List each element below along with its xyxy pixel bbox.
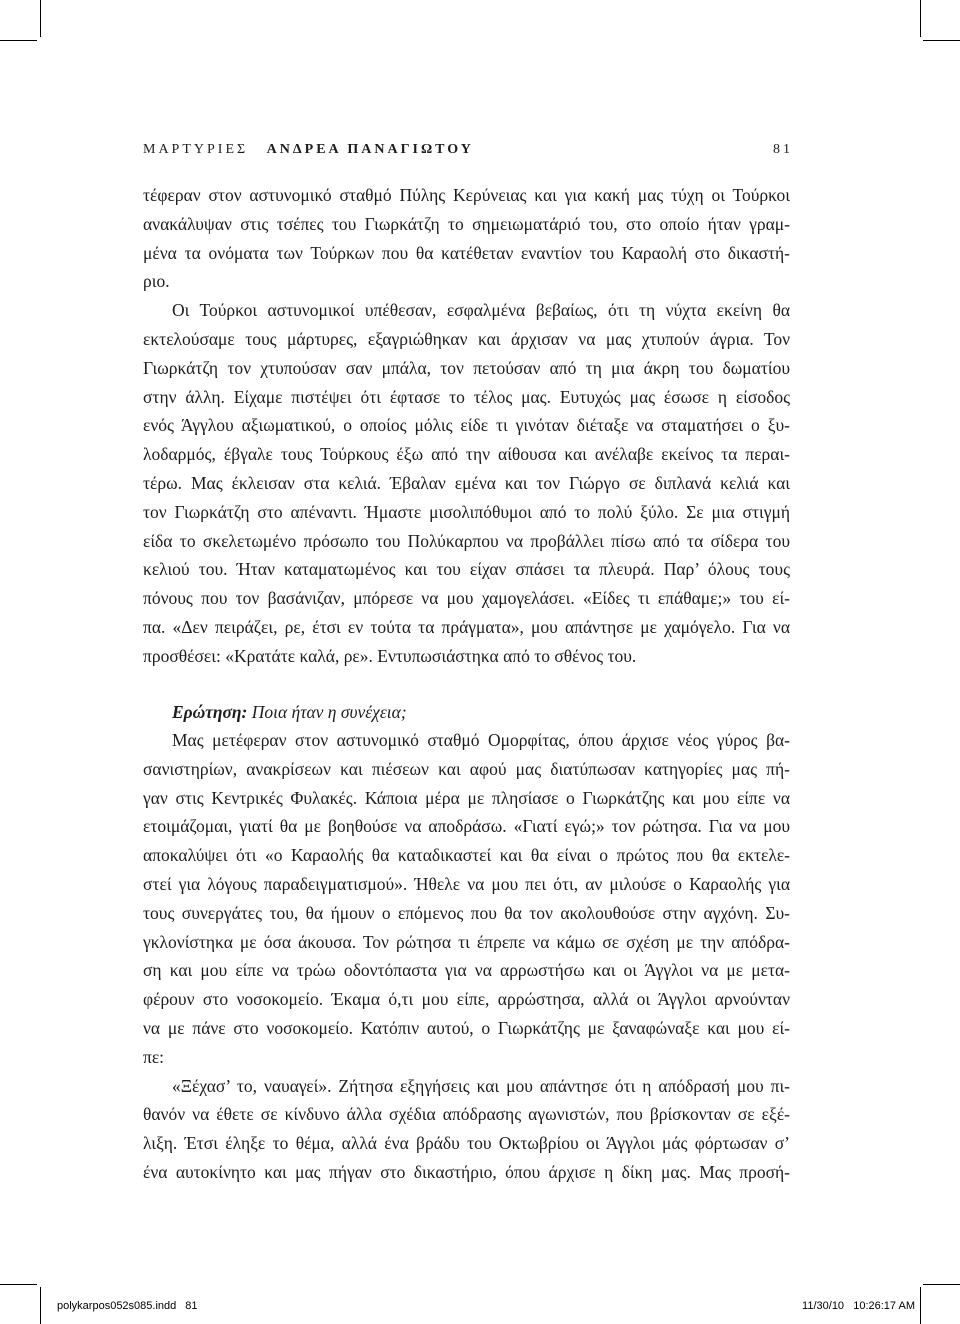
- text-line: σανιστηρίων, ανακρίσεων και πιέσεων και αφού μας διατύπωσαν κατηγορίες μας πή-: [143, 758, 790, 779]
- text-line: ετοιμάζομαι, γιατί θα με βοηθούσε να αποδράσω. «Γιατί εγώ;» τον ρώτησα. Για να μου: [143, 816, 790, 837]
- text-line: ριο.: [143, 271, 170, 292]
- crop-mark-bottom-right-horizontal: [923, 1284, 960, 1285]
- paragraph-3: [143, 726, 790, 1072]
- running-author: ΑΝΔΡΕΑ ΠΑΝΑΓΙΩΤΟΥ: [266, 142, 474, 157]
- text-line: λιξη. Έτσι έληξε το θέμα, αλλά ένα βράδυ του Οκτωβρίου οι Άγγλοι μάς φόρτωσαν σ’: [143, 1133, 790, 1154]
- paragraph-4: [143, 1072, 790, 1187]
- question-text: Ποια ήταν η συνέχεια;: [251, 702, 407, 722]
- crop-mark-top-left-horizontal: [0, 40, 37, 41]
- text-line: Οι Τούρκοι αστυνομικοί υπέθεσαν, εσφαλμένα βεβαίως, ότι τη νύχτα εκείνη θα: [172, 300, 790, 321]
- page-number: 81: [773, 142, 793, 157]
- slug-filename: polykarpos052s085.indd: [57, 1300, 177, 1312]
- text-line: στεί για λόγους παραδειγματισμού». Ήθελε να μου πει ότι, αν μιλούσε ο Καραολής για: [143, 873, 790, 894]
- paragraph-2: [143, 296, 790, 670]
- text-line: τέρω. Μας έκλεισαν στα κελιά. Έβαλαν εμένα και τον Γιώργο σε διπλανά κελιά και: [143, 472, 790, 493]
- text-line: ανακάλυψαν στις τσέπες του Γιωρκάτζη το σημειωματάριό του, στο οποίο ήταν γραμ-: [143, 213, 790, 234]
- text-line: ένα αυτοκίνητο και μας πήγαν στο δικαστήριο, όπου άρχισε η δίκη μας. Μας προσή-: [143, 1161, 790, 1182]
- text-line: στην άλλη. Είχαμε πιστέψει ότι έφτασε το τέλος μας. Ευτυχώς μας έσωσε η είσοδος: [143, 386, 790, 407]
- text-line: εκτελούσαμε τους μάρτυρες, εξαγριώθηκαν και άρχισαν να μας χτυπούν άγρια. Τον: [143, 328, 790, 349]
- running-title: ΜΑΡΤΥΡΙΕΣ: [143, 142, 249, 157]
- slug-timestamp: 11/30/10 10:26:17 AM: [802, 1300, 915, 1312]
- running-header: [143, 140, 793, 160]
- text-line: προσθέσει: «Κρατάτε καλά, ρε». Εντυπωσιάστηκα από το σθένος του.: [143, 645, 637, 666]
- text-block-2: [143, 726, 790, 1187]
- crop-mark-top-right-vertical: [920, 0, 921, 37]
- text-line: γαν στις Κεντρικές Φυλακές. Κάποια μέρα με πλησίασε ο Γιωρκάτζης και μου είπε να: [143, 787, 790, 808]
- paragraph-1: [143, 181, 790, 296]
- slug-page: 81: [185, 1300, 198, 1312]
- text-line: θανόν να έθετε σε κίνδυνο άλλα σχέδια απόδρασης αγωνιστών, που βρίσκονταν σε εξέ-: [143, 1104, 790, 1125]
- print-slug: [57, 1299, 915, 1313]
- text-line: ση και μου είπε να τρώω οδοντόπαστα για να αρρωστήσω και οι Άγγλοι να με μετα-: [143, 960, 790, 981]
- text-line: Μας μετέφεραν στον αστυνομικό σταθμό Ομορφίτας, όπου άρχισε νέος γύρος βα-: [172, 730, 790, 750]
- text-line: λοδαρμός, έβγαλε τους Τούρκους έξω από την αίθουσα και ανέλαβε εκείνος τα περαι-: [143, 444, 790, 465]
- text-line: μένα τα ονόματα των Τούρκων που θα κατέθεταν εναντίον του Καραολή στο δικαστή-: [143, 242, 790, 263]
- text-line: «Ξέχασ’ το, ναυαγεί». Ζήτησα εξηγήσεις και μου απάντησε ότι η απόδρασή μου πι-: [172, 1075, 790, 1096]
- crop-mark-bottom-right-vertical: [920, 1287, 921, 1324]
- question-label: Ερώτηση:: [172, 702, 248, 722]
- text-line: γκλονίστηκα με όσα άκουσα. Τον ρώτησα τι έπρεπε να κάμω σε σχέση με την απόδρα-: [143, 931, 790, 952]
- text-line: κελιού του. Ήταν καταματωμένος και του είχαν σπάσει τα πλευρά. Παρ’ όλους τους: [143, 559, 790, 580]
- text-line: πόνους που τον βασάνιζαν, μπόρεσε να μου χαμογελάσει. «Είδες τι επάθαμε;» του εί-: [143, 588, 790, 609]
- text-block-1: [143, 181, 790, 671]
- text-line: ενός Άγγλου αξιωματικού, ο οποίος μόλις είδε τι γινόταν διέταξε να σταματήσει ο ξυ-: [143, 415, 790, 436]
- text-line: Γιωρκάτζη τον χτυπούσαν σαν μπάλα, τον πετούσαν από τη μια άκρη του δωματίου: [143, 357, 790, 378]
- text-line: πα. «Δεν πειράζει, ρε, έτσι εν τούτα τα πράγματα», μου απάντησε με χαμόγελο. Για να: [143, 616, 790, 637]
- slug-file-info: [57, 1299, 198, 1313]
- text-line: τους συνεργάτες του, θα ήμουν ο επόμενος που θα τον ακολουθούσε στην αγχόνη. Συ-: [143, 902, 790, 923]
- text-line: είδα το σκελετωμένο πρόσωπο του Πολύκαρπου να προβάλλει πίσω από τα σίδερα του: [143, 530, 790, 551]
- text-line: τον Γιωρκάτζη στο απέναντι. Ήμαστε μισολιπόθυμοι από το πολύ ξύλο. Σε μια στιγμή: [143, 501, 790, 522]
- crop-mark-top-right-horizontal: [923, 40, 960, 41]
- text-line: πε:: [143, 1046, 165, 1067]
- text-line: να με πάνε στο νοσοκομείο. Κατόπιν αυτού, ο Γιωρκάτζης με ξαναφώναξε και μου εί-: [143, 1017, 790, 1038]
- text-line: τέφεραν στον αστυνομικό σταθμό Πύλης Κερύνειας και για κακή μας τύχη οι Τούρκοι: [143, 185, 790, 205]
- crop-mark-bottom-left-vertical: [40, 1287, 41, 1324]
- crop-mark-bottom-left-horizontal: [0, 1284, 37, 1285]
- interview-question: [172, 698, 790, 727]
- text-line: φέρουν στο νοσοκομείο. Έκαμα ό,τι μου είπε, αρρώστησα, αλλά οι Άγγλοι αρνούνταν: [143, 989, 790, 1010]
- text-line: αποκαλύψει ότι «ο Καραολής θα καταδικαστεί και θα είναι ο πρώτος που θα εκτελε-: [143, 845, 790, 866]
- crop-mark-top-left-vertical: [40, 0, 41, 37]
